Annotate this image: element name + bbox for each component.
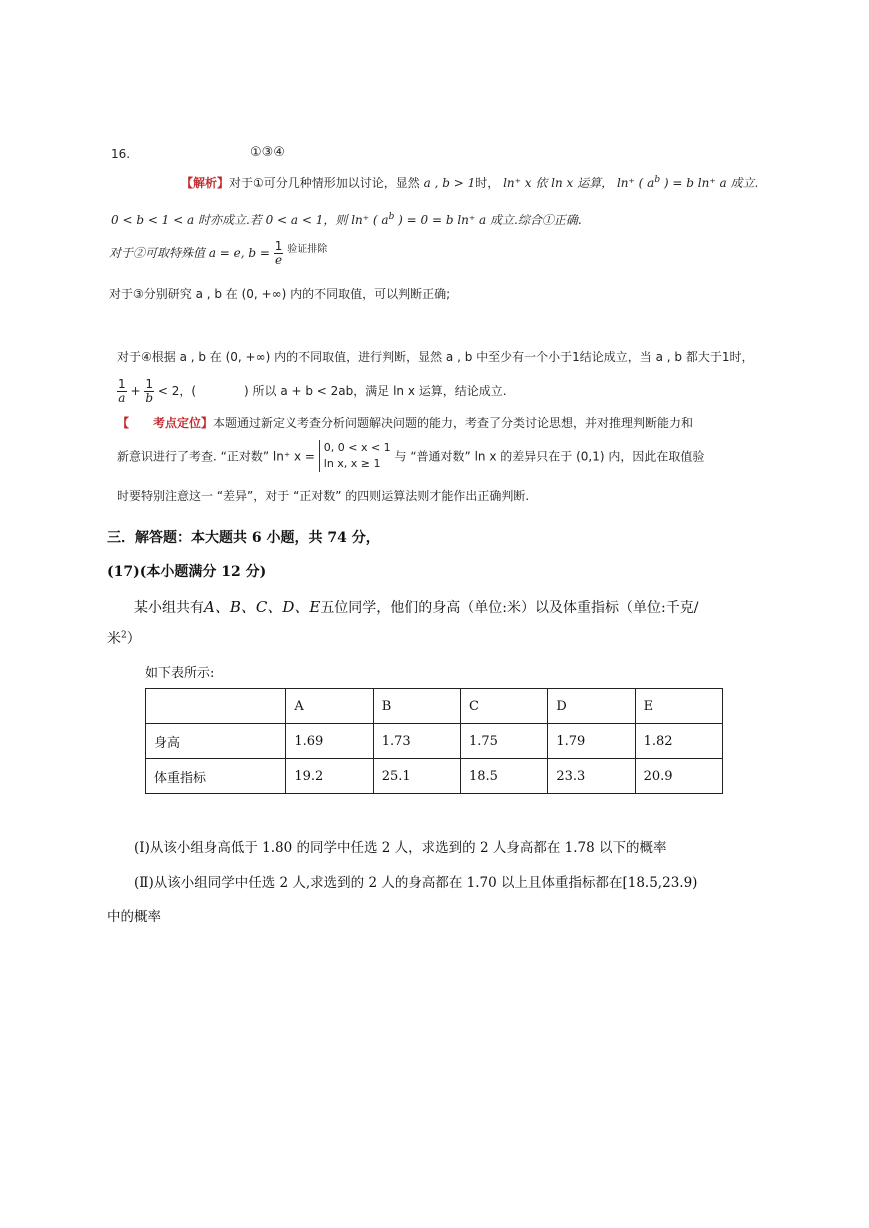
numerator: 1 (145, 377, 153, 391)
math: ) = 0 = b ln⁺ a 成立.综合①正确. (394, 213, 582, 227)
superscript: 2 (121, 630, 127, 641)
denominator: e (275, 253, 283, 267)
table-cell: 19.2 (286, 759, 373, 794)
text: 五位同学，他们的身高（单位:米）以及体重指标（单位:千克/ (320, 600, 699, 616)
text: 时， (475, 176, 500, 190)
fraction (117, 378, 127, 405)
piecewise-brace (319, 440, 391, 472)
q16-answer: ①③④ (250, 145, 285, 160)
q16-line8 (117, 440, 704, 472)
table-cell: C (461, 689, 548, 724)
kaodian-label: 【 考点定位】 (117, 416, 214, 430)
table-cell: 1.75 (461, 724, 548, 759)
section-heading: 三．解答题：本大题共 6 小题，共 74 分， (107, 530, 380, 546)
table-cell: 身高 (146, 724, 286, 759)
table-cell: 1.69 (286, 724, 373, 759)
q16-line5: 对于④根据 a , b 在 (0, +∞) 内的不同取值，进行判断，显然 a , b 中至少有一个小于1结论成立，当 a , b 都大于1时， (117, 350, 754, 364)
q16-line9: 时要特别注意这一 “差异”，对于 “正对数” 的四则运算法则才能作出正确判断. (117, 489, 530, 503)
numerator: 1 (118, 377, 126, 391)
table-caption: 如下表所示: (145, 666, 215, 681)
q16-number: 16. (111, 147, 131, 161)
jiexi-label: 【解析】 (181, 176, 230, 190)
text: 某小组共有 (134, 600, 204, 616)
math: b (388, 212, 395, 222)
table-cell: E (635, 689, 722, 724)
q16-line4: 对于③分别研究 a , b 在 (0, +∞) 内的不同取值，可以判断正确; (109, 287, 451, 301)
numerator: 1 (274, 239, 283, 253)
table-cell: 20.9 (635, 759, 722, 794)
table-cell: A (286, 689, 373, 724)
table-row (146, 724, 723, 759)
text: < 2，( ) 所以 a + b < 2ab，满足 ln x 运算，结论成立. (157, 384, 507, 398)
data-table (145, 688, 723, 794)
text: 与 “普通对数” ln x 的差异只在于 (0,1) 内，因此在取值验 (394, 449, 705, 464)
text: 米 (107, 631, 121, 647)
table-cell: 25.1 (373, 759, 460, 794)
table-cell: 体重指标 (146, 759, 286, 794)
text: 对于①可分几种情形加以讨论，显然 (229, 176, 420, 190)
sub-question-2-cont: 中的概率 (107, 909, 161, 925)
text: 验证排除 (287, 244, 328, 255)
denominator: b (145, 391, 154, 405)
table-cell: 23.3 (548, 759, 635, 794)
fraction (274, 240, 284, 267)
text: 新意识进行了考查. “正对数” ln⁺ x = (117, 449, 315, 464)
q16-line6 (117, 378, 507, 405)
math: ) = b ln⁺ a 成立. (660, 176, 759, 190)
q16-line1 (181, 174, 758, 191)
student-letters: A、B、C、D、E (204, 598, 321, 616)
question-17-intro-cont (107, 628, 141, 648)
text: + (130, 384, 141, 398)
table-cell: 1.73 (373, 724, 460, 759)
q16-line2 (111, 211, 582, 228)
text: 对于②可取特殊值 a = e, b = (109, 246, 270, 260)
fraction (144, 378, 154, 405)
sub-question-1: (Ⅰ)从该小组身高低于 1.80 的同学中任选 2 人，求选到的 2 人身高都在 1.78 以下的概率 (134, 840, 667, 856)
math: ln⁺ x 依 ln x 运算， (503, 176, 614, 190)
math: ln⁺ ( a (616, 176, 655, 190)
table-cell (146, 689, 286, 724)
q16-line7 (117, 414, 693, 431)
table-cell: 18.5 (461, 759, 548, 794)
q16-line3 (109, 240, 327, 267)
denominator: a (118, 391, 126, 405)
table-row (146, 759, 723, 794)
case: 0, 0 < x < 1 (323, 441, 391, 454)
text: 本题通过新定义考查分析问题解决问题的能力，考查了分类讨论思想，并对推理判断能力和 (213, 416, 694, 430)
text: ） (126, 631, 141, 647)
table-cell: 1.79 (548, 724, 635, 759)
table-header-row (146, 689, 723, 724)
math: 0 < b < 1 < a 时亦成立.若 0 < a < 1，则 ln⁺ ( a (111, 213, 389, 227)
question-17-intro (134, 596, 698, 617)
case: ln x, x ≥ 1 (323, 457, 381, 470)
table-cell: D (548, 689, 635, 724)
math: b (654, 175, 661, 185)
table-cell: 1.82 (635, 724, 722, 759)
math: a , b > 1 (423, 176, 476, 190)
question-17-title: (17)(本小题满分 12 分) (107, 564, 267, 580)
sub-question-2: (Ⅱ)从该小组同学中任选 2 人,求选到的 2 人的身高都在 1.70 以上且体重指标都在[18.5,23.9) (134, 875, 698, 891)
table-cell: B (373, 689, 460, 724)
